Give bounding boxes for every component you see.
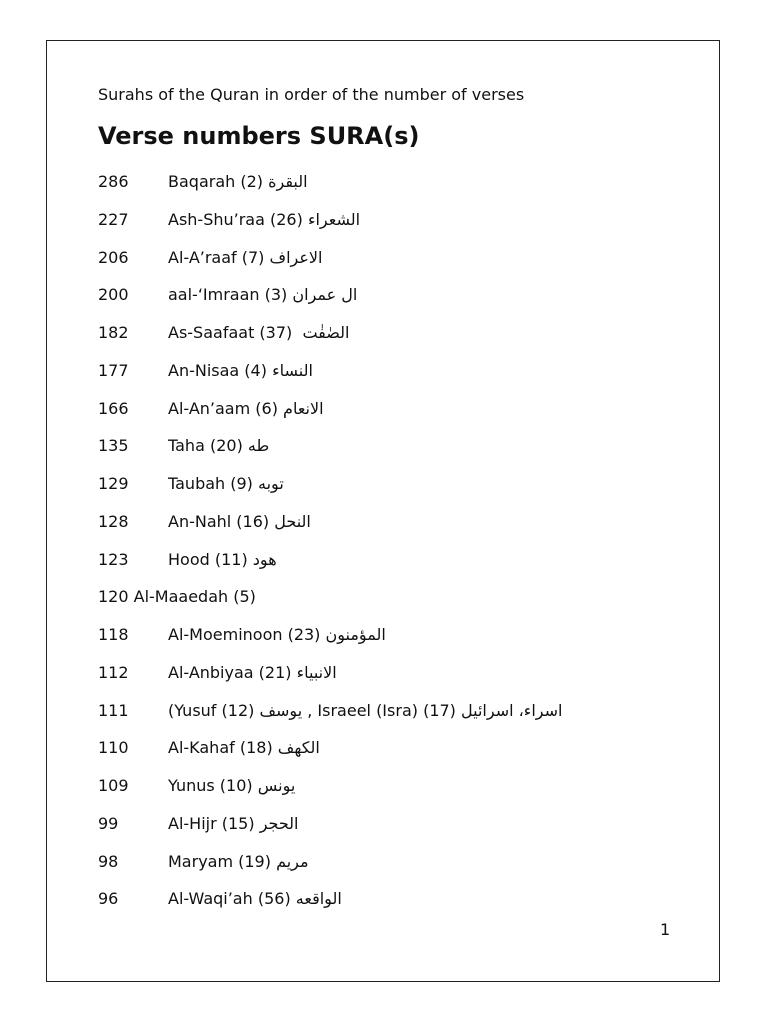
- list-item: [98, 283, 698, 321]
- sura-name: [168, 548, 277, 572]
- verse-and-sura: 120 Al-Maaedah (5): [98, 587, 256, 607]
- verse-count: 166: [98, 398, 129, 418]
- list-item: [98, 246, 698, 284]
- page-number: 1: [660, 920, 671, 939]
- sura-transliteration: Al-Hijr (15): [168, 813, 255, 833]
- sura-name: [168, 321, 349, 345]
- sura-name: [168, 812, 299, 836]
- list-item: [98, 774, 698, 812]
- verse-count: 118: [98, 625, 129, 644]
- list-item: [98, 397, 698, 435]
- sura-arabic: الصٰفٰت: [302, 323, 350, 342]
- list-item: [98, 170, 698, 208]
- sura-transliteration: Al-Waqi’ah (56): [168, 889, 291, 909]
- list-item: [98, 321, 698, 359]
- list-item: [98, 510, 698, 548]
- sura-arabic: ال عمران: [292, 285, 358, 305]
- sura-name: [168, 397, 324, 421]
- sura-name: [168, 434, 269, 458]
- sura-arabic: توبه: [258, 474, 284, 493]
- sura-arabic: النحل: [274, 511, 311, 531]
- page-subtitle: Surahs of the Quran in order of the number of verses: [98, 85, 525, 104]
- sura-transliteration: Yunus (10): [168, 776, 253, 795]
- sura-transliteration: aal-‘Imraan (3): [168, 285, 288, 305]
- sura-transliteration: An-Nisaa (4): [168, 360, 267, 380]
- sura-arabic: هود: [252, 549, 277, 569]
- sura-transliteration: As-Saafaat (37): [168, 323, 293, 342]
- sura-arabic: يوسف: [259, 700, 303, 720]
- verse-count: 182: [98, 323, 129, 342]
- sura-list: [98, 170, 698, 925]
- verse-count: 98: [98, 851, 119, 871]
- sura-name: [168, 359, 313, 383]
- sura-transliteration: Al-Kahaf (18): [168, 738, 273, 758]
- sura-arabic: الشعراء: [307, 209, 361, 229]
- sura-name: [168, 208, 360, 232]
- list-item: [98, 661, 698, 699]
- sura-transliteration: Al-An’aam (6): [168, 398, 278, 418]
- list-item: [98, 887, 698, 925]
- list-item: [98, 699, 698, 737]
- verse-count: 123: [98, 549, 129, 569]
- sura-name: [168, 850, 309, 874]
- sura-transliteration-continued: , Israeel (Isra) (17): [307, 700, 456, 720]
- sura-arabic: الانبياء: [296, 662, 337, 682]
- sura-arabic-continued: اسراء، اسرائيل: [461, 700, 563, 720]
- sura-name: [168, 699, 562, 723]
- sura-name: [168, 887, 342, 911]
- sura-name: [168, 661, 337, 685]
- sura-transliteration: Taubah (9): [168, 474, 253, 493]
- list-item: [98, 472, 698, 510]
- sura-transliteration: Hood (11): [168, 549, 248, 569]
- sura-name: [168, 623, 386, 647]
- verse-count: 129: [98, 474, 129, 493]
- sura-transliteration: Maryam (19): [168, 851, 271, 871]
- sura-arabic: الواقعه: [295, 889, 342, 909]
- sura-arabic: مريم: [276, 851, 309, 871]
- sura-transliteration: An-Nahl (16): [168, 511, 270, 531]
- list-item: [98, 359, 698, 397]
- verse-count: 200: [98, 285, 129, 305]
- sura-transliteration: Taha (20): [168, 436, 243, 456]
- sura-arabic: الكهف: [277, 738, 320, 758]
- sura-arabic: المؤمنون: [325, 625, 386, 644]
- sura-name: [168, 736, 320, 760]
- list-item: [98, 736, 698, 774]
- sura-name: [168, 774, 295, 798]
- verse-count: 111: [98, 700, 129, 720]
- verse-count: 227: [98, 209, 129, 229]
- sura-name: [168, 170, 308, 194]
- verse-count: 110: [98, 738, 129, 758]
- sura-name: [168, 246, 323, 270]
- verse-count: 135: [98, 436, 129, 456]
- sura-arabic: الاعراف: [269, 247, 323, 267]
- list-item: [98, 548, 698, 586]
- sura-arabic: طه: [247, 436, 270, 456]
- list-item: [98, 623, 698, 661]
- verse-count: 96: [98, 889, 119, 909]
- sura-name: [168, 283, 357, 307]
- sura-arabic: الحجر: [259, 813, 299, 833]
- verse-count: 206: [98, 247, 129, 267]
- verse-count: 177: [98, 360, 129, 380]
- sura-arabic: البقرة: [268, 172, 308, 191]
- sura-arabic: يونس: [257, 776, 296, 795]
- list-item: [98, 434, 698, 472]
- list-item: [98, 585, 698, 623]
- verse-count: 128: [98, 511, 129, 531]
- list-item: [98, 850, 698, 888]
- page-heading: Verse numbers SURA(s): [98, 122, 420, 150]
- sura-name: [168, 510, 311, 534]
- sura-transliteration: (Yusuf (12): [168, 700, 255, 720]
- verse-count: 109: [98, 776, 129, 795]
- sura-transliteration: Al-Moeminoon (23): [168, 625, 321, 644]
- verse-count: 286: [98, 172, 129, 191]
- sura-transliteration: Al-Anbiyaa (21): [168, 662, 292, 682]
- list-item: [98, 812, 698, 850]
- list-item: [98, 208, 698, 246]
- sura-arabic: الانعام: [283, 398, 324, 418]
- sura-name: [168, 472, 284, 496]
- sura-transliteration: Ash-Shu’raa (26): [168, 209, 303, 229]
- sura-transliteration: Al-A’raaf (7): [168, 247, 265, 267]
- verse-count: 99: [98, 813, 119, 833]
- sura-transliteration: Baqarah (2): [168, 172, 264, 191]
- verse-count: 112: [98, 662, 129, 682]
- sura-arabic: النساء: [272, 360, 313, 380]
